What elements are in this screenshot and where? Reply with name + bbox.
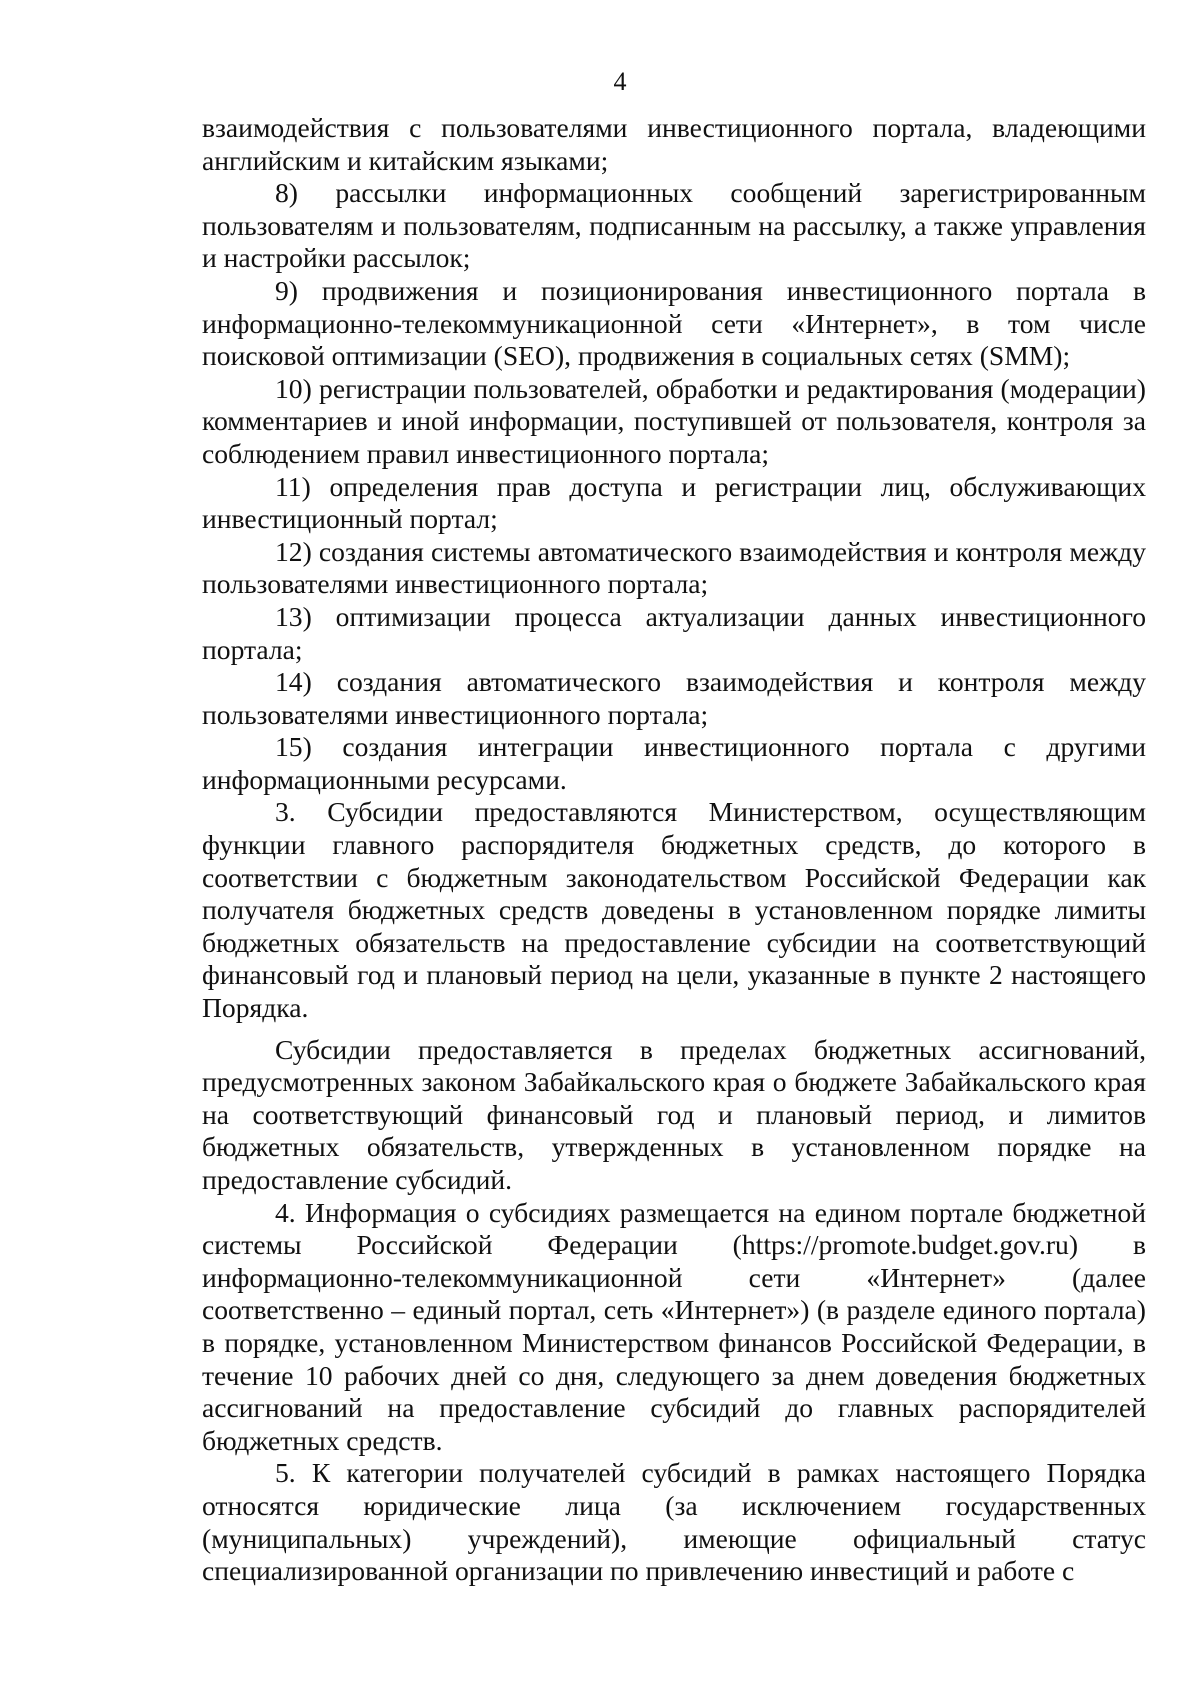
document-body xyxy=(202,112,1146,1588)
section-4-paragraph: 4. Информация о субсидиях размещается на едином портале бюджетной системы Российской Федерации (https://promote.budget.gov.ru) в информационно-телекоммуникационной сети «Интернет» (далее соответственно – единый портал, сеть «Интернет») (в разделе единого портала) в порядке, установленном Министерством финансов Российской Федерации, в течение 10 рабочих дней со дня, следующего за днем доведения бюджетных ассигнований на предоставление субсидий до главных распорядителей бюджетных средств. xyxy=(202,1196,1146,1456)
list-item-8: 8) рассылки информационных сообщений зарегистрированным пользователям и пользователям, подписанным на рассылку, а также управления и настройки рассылок; xyxy=(202,177,1146,274)
paragraph-continuation: взаимодействия с пользователями инвестиционного портала, владеющими английским и китайским языками; xyxy=(202,112,1146,176)
list-item-15: 15) создания интеграции инвестиционного портала с другими информационными ресурсами. xyxy=(202,731,1146,795)
section-3-paragraph: 3. Субсидии предоставляются Министерством, осуществляющим функции главного распорядителя бюджетных средств, до которого в соответствии с бюджетным законодательством Российской Федерации как получателя бюджетных средств доведены в установленном порядке лимиты бюджетных обязательств на предоставление субсидии на соответствующий финансовый год и плановый период на цели, указанные в пункте 2 настоящего Порядка. xyxy=(202,796,1146,1024)
section-3-subsidies-paragraph: Субсидии предоставляется в пределах бюджетных ассигнований, предусмотренных законом Забайкальского края о бюджете Забайкальского края на соответствующий финансовый год и плановый период, и лимитов бюджетных обязательств, утвержденных в установленном порядке на предоставление субсидий. xyxy=(202,1033,1146,1195)
list-item-10: 10) регистрации пользователей, обработки и редактирования (модерации) комментариев и иной информации, поступившей от пользователя, контроля за соблюдением правил инвестиционного портала; xyxy=(202,372,1146,469)
list-item-12: 12) создания системы автоматического взаимодействия и контроля между пользователями инвестиционного портала; xyxy=(202,535,1146,600)
page-number: 4 xyxy=(613,67,627,96)
list-item-9: 9) продвижения и позиционирования инвестиционного портала в информационно-телекоммуникационной сети «Интернет», в том числе поисковой оптимизации (SEO), продвижения в социальных сетях (SMM); xyxy=(202,274,1146,372)
list-item-14: 14) создания автоматического взаимодействия и контроля между пользователями инвестиционного портала; xyxy=(202,666,1146,730)
list-item-11: 11) определения прав доступа и регистрации лиц, обслуживающих инвестиционный портал; xyxy=(202,470,1146,535)
section-5-paragraph: 5. К категории получателей субсидий в рамках настоящего Порядка относятся юридические лица (за исключением государственных (муниципальных) учреждений), имеющие официальный статус специализированной организации по привлечению инвестиций и работе с xyxy=(202,1457,1146,1587)
list-item-13: 13) оптимизации процесса актуализации данных инвестиционного портала; xyxy=(202,600,1146,665)
